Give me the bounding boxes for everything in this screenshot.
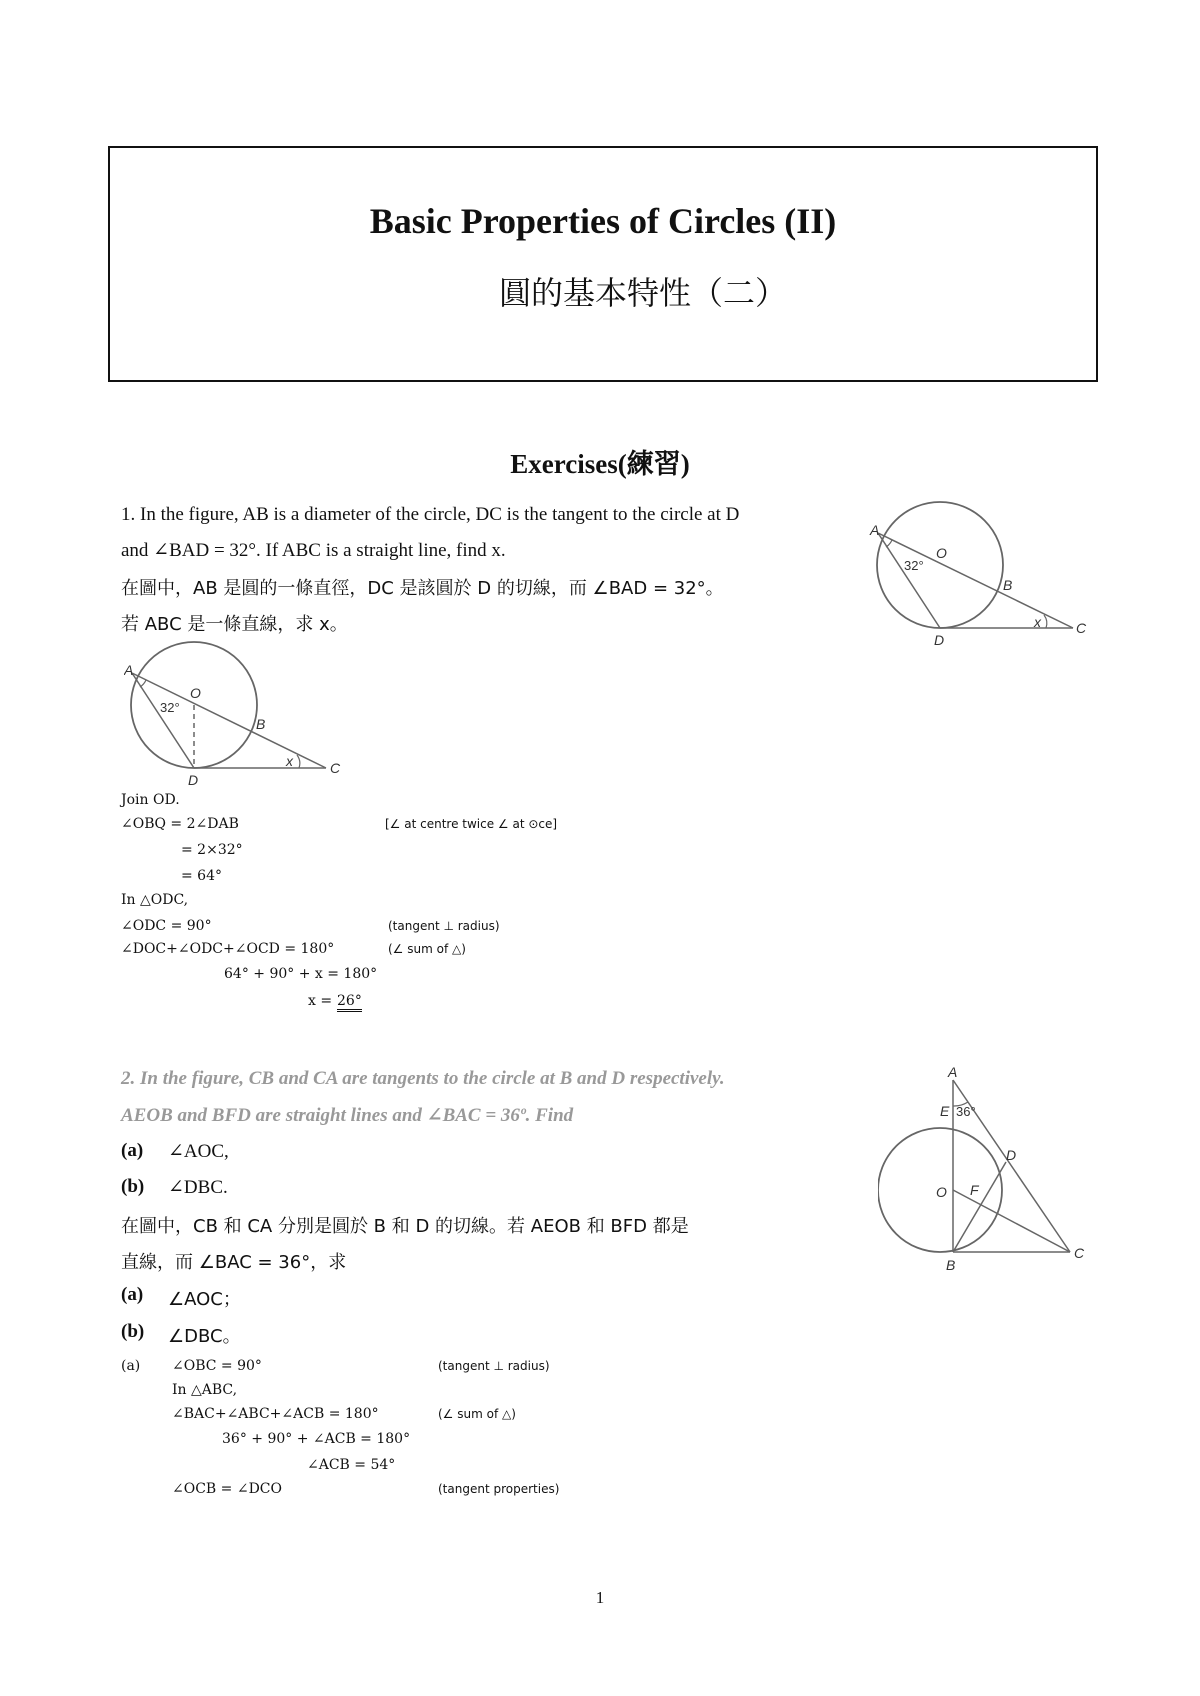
q1s-label-c: C	[330, 760, 341, 776]
q2-figure	[878, 1066, 1098, 1276]
q1s-label-angle: 32°	[160, 700, 180, 715]
q1-label-x: x	[1034, 614, 1041, 630]
q1-circle	[877, 502, 1003, 628]
q2-label-f: F	[970, 1182, 979, 1198]
q1-sol-line7: ∠DOC+∠ODC+∠OCD = 180°	[121, 941, 335, 957]
q1-x-arc	[1044, 615, 1047, 628]
q2-zh-b: ∠DBC。	[168, 1326, 241, 1347]
q1s-x-arc	[297, 755, 300, 768]
q1s-label-d: D	[188, 772, 199, 788]
page-number: 1	[595, 1588, 605, 1607]
q2-label-a: A	[948, 1066, 958, 1080]
q2-zh-a-label: (a)	[121, 1284, 144, 1305]
q1-label-angle: 32°	[904, 558, 924, 573]
q2-sol-reason6: (tangent properties)	[438, 1482, 560, 1496]
q1-label-c: C	[1076, 620, 1087, 636]
page-title-chinese: 圓的基本特性（二）	[498, 274, 787, 312]
q1-line-ac	[878, 533, 1073, 628]
q1-zh-line1: 在圖中，AB 是圓的一條直徑，DC 是該圓於 D 的切線，而 ∠BAD = 32°。	[121, 578, 724, 599]
q1-label-o: O	[936, 545, 947, 561]
q1-sol-line6: ∠ODC = 90°	[121, 918, 212, 934]
q2-line2: AEOB and BFD are straight lines and ∠BAC = 36º. Find	[121, 1105, 574, 1126]
q2-sol-a-label: (a)	[121, 1358, 141, 1374]
q1s-label-x: x	[286, 753, 293, 769]
q2-sol-line1: ∠OBC = 90°	[172, 1358, 262, 1374]
q1s-label-o: O	[190, 685, 201, 701]
q2-sol-line3: ∠BAC+∠ABC+∠ACB = 180°	[172, 1406, 379, 1422]
q1-label-a: A	[870, 522, 880, 538]
q2-part-b-label: (b)	[121, 1176, 145, 1197]
q1-sol-line3: = 2×32°	[181, 842, 243, 858]
page-title: Basic Properties of Circles (II)	[369, 201, 837, 241]
q1-line1: 1. In the figure, AB is a diameter of the circle, DC is the tangent to the circle at D	[121, 504, 740, 525]
q2-zh-a: ∠AOC；	[168, 1289, 241, 1310]
q1s-line-ad	[132, 673, 194, 768]
q1s-label-a: A	[124, 662, 134, 678]
q1-sol-line8: 64° + 90° + x = 180°	[224, 966, 378, 982]
q2-sol-line5: ∠ACB = 54°	[307, 1457, 396, 1473]
q1-sol-line5: In △ODC,	[121, 892, 189, 908]
q1-answer: 26°	[337, 993, 362, 1012]
q2-part-a-label: (a)	[121, 1140, 144, 1161]
q2-line1: 2. In the figure, CB and CA are tangents to the circle at B and D respectively.	[121, 1068, 725, 1089]
q2-sol-reason3: (∠ sum of △)	[438, 1407, 516, 1421]
q2-sol-line2: In △ABC,	[172, 1382, 238, 1398]
q1-angle-arc	[886, 540, 892, 547]
q2-part-b: ∠DBC.	[168, 1177, 228, 1198]
q2-part-a: ∠AOC,	[168, 1141, 229, 1162]
q1-sol-reason2: [∠ at centre twice ∠ at ⊙ce]	[385, 817, 558, 831]
q2-label-o: O	[936, 1184, 947, 1200]
q1-sol-line9: x =	[308, 993, 333, 1009]
q1-line2: and ∠BAD = 32°. If ABC is a straight line, find x.	[121, 540, 506, 561]
q1-label-b: B	[1003, 577, 1013, 593]
q2-label-b: B	[946, 1257, 956, 1273]
q1-sol-reason6: (tangent ⊥ radius)	[388, 919, 500, 933]
q1-zh-line2: 若 ABC 是一條直線，求 x。	[121, 614, 348, 635]
q1-label-d: D	[934, 632, 945, 648]
q1s-label-b: B	[256, 716, 266, 732]
q1s-angle-arc	[140, 680, 146, 687]
q2-zh-line2: 直線，而 ∠BAC = 36°，求	[121, 1252, 347, 1273]
q1-figure-solution	[124, 640, 354, 790]
q2-label-c: C	[1074, 1245, 1085, 1261]
q1s-line-ac	[132, 673, 326, 768]
q2-sol-line6: ∠OCB = ∠DCO	[172, 1481, 282, 1497]
q1-figure-right	[868, 500, 1098, 650]
q1-sol-line4: = 64°	[181, 868, 222, 884]
q2-label-angle: 36°	[956, 1104, 976, 1119]
section-title: Exercises(練習)	[510, 449, 690, 479]
q1-sol-reason7: (∠ sum of △)	[388, 942, 466, 956]
title-box	[108, 146, 1098, 382]
q2-zh-line1: 在圖中，CB 和 CA 分別是圓於 B 和 D 的切線。若 AEOB 和 BFD 都是	[121, 1216, 689, 1237]
q2-label-d: D	[1006, 1147, 1017, 1163]
q1-sol-line2: ∠OBQ = 2∠DAB	[121, 816, 239, 832]
q1-line-ad	[878, 533, 940, 628]
q2-zh-b-label: (b)	[121, 1321, 145, 1342]
q2-sol-line4: 36° + 90° + ∠ACB = 180°	[222, 1431, 411, 1447]
q2-label-e: E	[940, 1103, 950, 1119]
q2-sol-reason1: (tangent ⊥ radius)	[438, 1359, 550, 1373]
q1-sol-line1: Join OD.	[121, 792, 180, 808]
